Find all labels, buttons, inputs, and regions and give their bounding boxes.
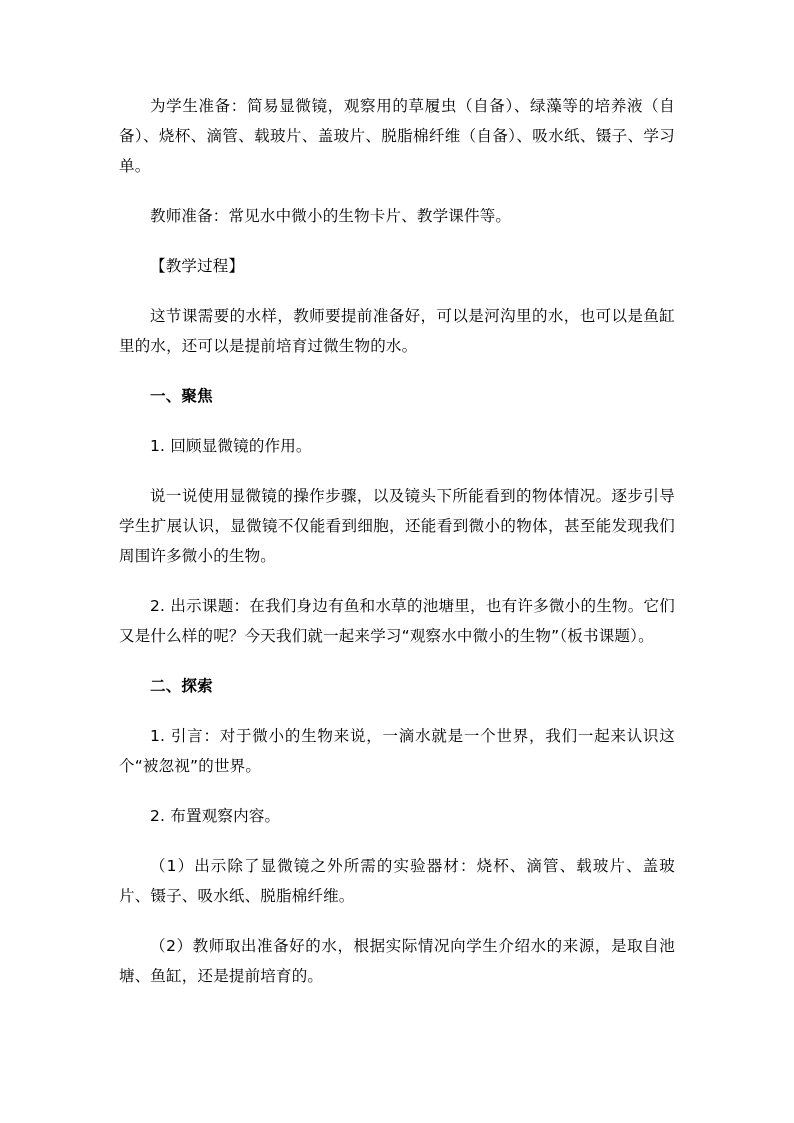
document-body [119,91,675,991]
paragraph-introduction: 1. 引言：对于微小的生物来说，一滴水就是一个世界，我们一起来认识这个“被忽视”的世界。 [119,727,675,775]
paragraph-review-microscope: 1. 回顾显微镜的作用。 [150,437,312,455]
section-heading-explore: 二、探索 [150,677,213,695]
paragraph-student-prep: 为学生准备：简易显微镜，观察用的草履虫（自备）、绿藻等的培养液（自备）、烧杯、滴管、载玻片、盖玻片、脱脂棉纤维（自备）、吸水纸、镊子、学习单。 [119,97,675,175]
paragraph-assign-observation: 2. 布置观察内容。 [150,807,281,825]
paragraph-water-sample: 这节课需要的水样，教师要提前准备好，可以是河沟里的水，也可以是鱼缸里的水，还可以是提前培育过微生物的水。 [119,307,675,355]
paragraph-show-topic: 2. 出示课题：在我们身边有鱼和水草的池塘里，也有许多微小的生物。它们又是什么样的呢？今天我们就一起来学习“观察水中微小的生物”（板书课题）。 [119,597,675,645]
paragraph-microscope-steps: 说一说使用显微镜的操作步骤，以及镜头下所能看到的物体情况。逐步引导学生扩展认识，显微镜不仅能看到细胞，还能看到微小的物体，甚至能发现我们周围许多微小的生物。 [119,487,675,565]
paragraph-show-equipment: （1）出示除了显微镜之外所需的实验器材：烧杯、滴管、载玻片、盖玻片、镊子、吸水纸、脱脂棉纤维。 [119,857,675,905]
paragraph-teacher-prep: 教师准备：常见水中微小的生物卡片、教学课件等。 [150,207,512,225]
paragraph-water-source: （2）教师取出准备好的水，根据实际情况向学生介绍水的来源，是取自池塘、鱼缸，还是提前培育的。 [119,937,675,985]
paragraph-process-title: 【教学过程】 [150,257,245,275]
section-heading-focus: 一、聚焦 [150,387,213,405]
